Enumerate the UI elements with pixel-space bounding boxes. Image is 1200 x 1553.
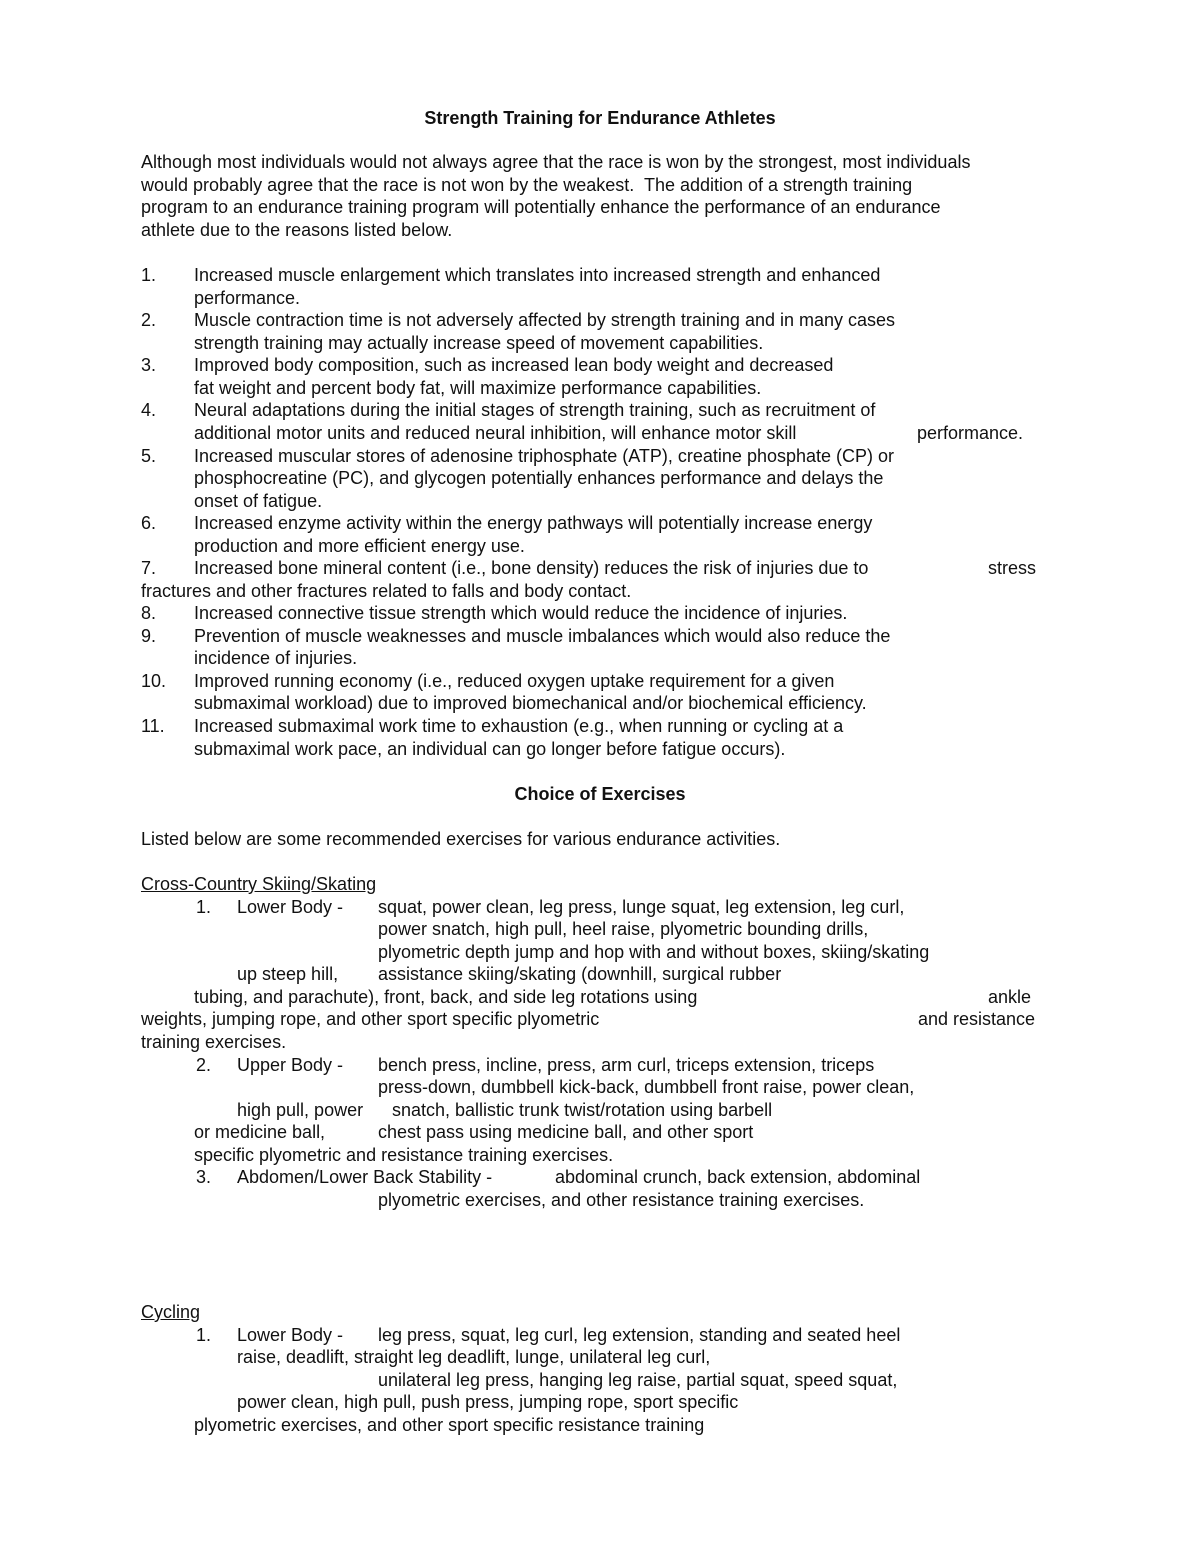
- list-item-text: Increased bone mineral content (i.e., bone density) reduces the risk of injuries due to: [194, 558, 869, 578]
- exercise-text: bench press, incline, press, arm curl, triceps extension, triceps: [378, 1055, 875, 1075]
- exercise-number: 3.: [196, 1167, 212, 1187]
- list-item-text: Increased connective tissue strength which would reduce the incidence of injuries.: [194, 603, 848, 623]
- list-item-text: production and more efficient energy use.: [194, 536, 525, 556]
- list-item-text: performance.: [194, 288, 301, 308]
- exercise-text: squat, power clean, leg press, lunge squat, leg extension, leg curl,: [378, 897, 905, 917]
- exercise-number: 2.: [196, 1055, 212, 1075]
- list-item-number: 7.: [141, 558, 157, 578]
- list-item-text: incidence of injuries.: [194, 648, 358, 668]
- list-item-number: 11.: [141, 716, 165, 736]
- intro-line: would probably agree that the race is not won by the weakest. The addition of a strength training: [141, 175, 913, 195]
- list-item-text: Improved running economy (i.e., reduced oxygen uptake requirement for a given: [194, 671, 835, 691]
- section-heading: Choice of Exercises: [514, 784, 686, 804]
- exercise-text: unilateral leg press, hanging leg raise, partial squat, speed squat,: [378, 1370, 898, 1390]
- subsection-heading: Cross-Country Skiing/Skating: [141, 874, 377, 894]
- exercise-text: and resistance: [918, 1009, 1036, 1029]
- exercise-number: 1.: [196, 897, 212, 917]
- list-item-text: Muscle contraction time is not adversely affected by strength training and in many cases: [194, 310, 896, 330]
- list-item-text: Neural adaptations during the initial stages of strength training, such as recruitment of: [194, 400, 876, 420]
- list-item-text: fat weight and percent body fat, will maximize performance capabilities.: [194, 378, 762, 398]
- list-item-number: 6.: [141, 513, 157, 533]
- list-item-number: 2.: [141, 310, 157, 330]
- list-item-text: Improved body composition, such as increased lean body weight and decreased: [194, 355, 834, 375]
- intro-line: program to an endurance training program will potentially enhance the performance of an endurance: [141, 197, 941, 217]
- list-item-number: 8.: [141, 603, 157, 623]
- list-item-text: stress: [988, 558, 1037, 578]
- list-item-text: Increased enzyme activity within the energy pathways will potentially increase energy: [194, 513, 873, 533]
- exercise-text: press-down, dumbbell kick-back, dumbbell front raise, power clean,: [378, 1077, 915, 1097]
- exercise-text: training exercises.: [141, 1032, 287, 1052]
- list-item-text: additional motor units and reduced neural inhibition, will enhance motor skill: [194, 423, 797, 443]
- list-item-number: 10.: [141, 671, 167, 691]
- list-item-number: 9.: [141, 626, 157, 646]
- intro-line: Although most individuals would not always agree that the race is won by the strongest, most individuals: [141, 152, 971, 172]
- exercise-text: weights, jumping rope, and other sport specific plyometric: [141, 1009, 600, 1029]
- list-item-text: strength training may actually increase speed of movement capabilities.: [194, 333, 764, 353]
- intro-line: athlete due to the reasons listed below.: [141, 220, 453, 240]
- exercise-text: ankle: [988, 987, 1032, 1007]
- list-item-text: Increased muscle enlargement which translates into increased strength and enhanced: [194, 265, 881, 285]
- list-item-number: 4.: [141, 400, 157, 420]
- exercise-text: leg press, squat, leg curl, leg extension, standing and seated heel: [378, 1325, 901, 1345]
- exercise-label: Upper Body -: [237, 1055, 344, 1075]
- exercise-text: abdominal crunch, back extension, abdominal: [555, 1167, 921, 1187]
- exercise-text: power clean, high pull, push press, jumping rope, sport specific: [237, 1392, 739, 1412]
- exercise-text: high pull, power: [237, 1100, 364, 1120]
- list-item-text: submaximal workload) due to improved biomechanical and/or biochemical efficiency.: [194, 693, 867, 713]
- list-item-text: phosphocreatine (PC), and glycogen potentially enhances performance and delays the: [194, 468, 884, 488]
- exercise-text: tubing, and parachute), front, back, and side leg rotations using: [194, 987, 698, 1007]
- exercise-text: raise, deadlift, straight leg deadlift, lunge, unilateral leg curl,: [237, 1347, 711, 1367]
- exercise-text: assistance skiing/skating (downhill, surgical rubber: [378, 964, 782, 984]
- exercise-label: Lower Body -: [237, 1325, 344, 1345]
- list-item-number: 1.: [141, 265, 157, 285]
- list-item-text: Increased muscular stores of adenosine triphosphate (ATP), creatine phosphate (CP) or: [194, 446, 895, 466]
- exercise-text: power snatch, high pull, heel raise, plyometric bounding drills,: [378, 919, 869, 939]
- list-item-text: Increased submaximal work time to exhaustion (e.g., when running or cycling at a: [194, 716, 844, 736]
- document-title: Strength Training for Endurance Athletes: [424, 108, 776, 128]
- list-item-text: fractures and other fractures related to falls and body contact.: [141, 581, 632, 601]
- list-item-text: onset of fatigue.: [194, 491, 323, 511]
- list-item-number: 3.: [141, 355, 157, 375]
- section-intro: Listed below are some recommended exercises for various endurance activities.: [141, 829, 781, 849]
- exercise-text: or medicine ball,: [194, 1122, 326, 1142]
- subsection-heading: Cycling: [141, 1302, 201, 1322]
- exercise-text: specific plyometric and resistance training exercises.: [194, 1145, 614, 1165]
- exercise-label: Abdomen/Lower Back Stability -: [237, 1167, 493, 1187]
- list-item-text: Prevention of muscle weaknesses and muscle imbalances which would also reduce the: [194, 626, 891, 646]
- exercise-text: up steep hill,: [237, 964, 339, 984]
- list-item-number: 5.: [141, 446, 157, 466]
- list-item-text: submaximal work pace, an individual can go longer before fatigue occurs).: [194, 739, 786, 759]
- exercise-number: 1.: [196, 1325, 212, 1345]
- exercise-text: snatch, ballistic trunk twist/rotation using barbell: [392, 1100, 773, 1120]
- exercise-text: plyometric exercises, and other resistance training exercises.: [378, 1190, 865, 1210]
- exercise-text: plyometric depth jump and hop with and without boxes, skiing/skating: [378, 942, 930, 962]
- exercise-label: Lower Body -: [237, 897, 344, 917]
- list-item-text: performance.: [917, 423, 1024, 443]
- exercise-text: plyometric exercises, and other sport specific resistance training: [194, 1415, 705, 1435]
- exercise-text: chest pass using medicine ball, and other sport: [378, 1122, 754, 1142]
